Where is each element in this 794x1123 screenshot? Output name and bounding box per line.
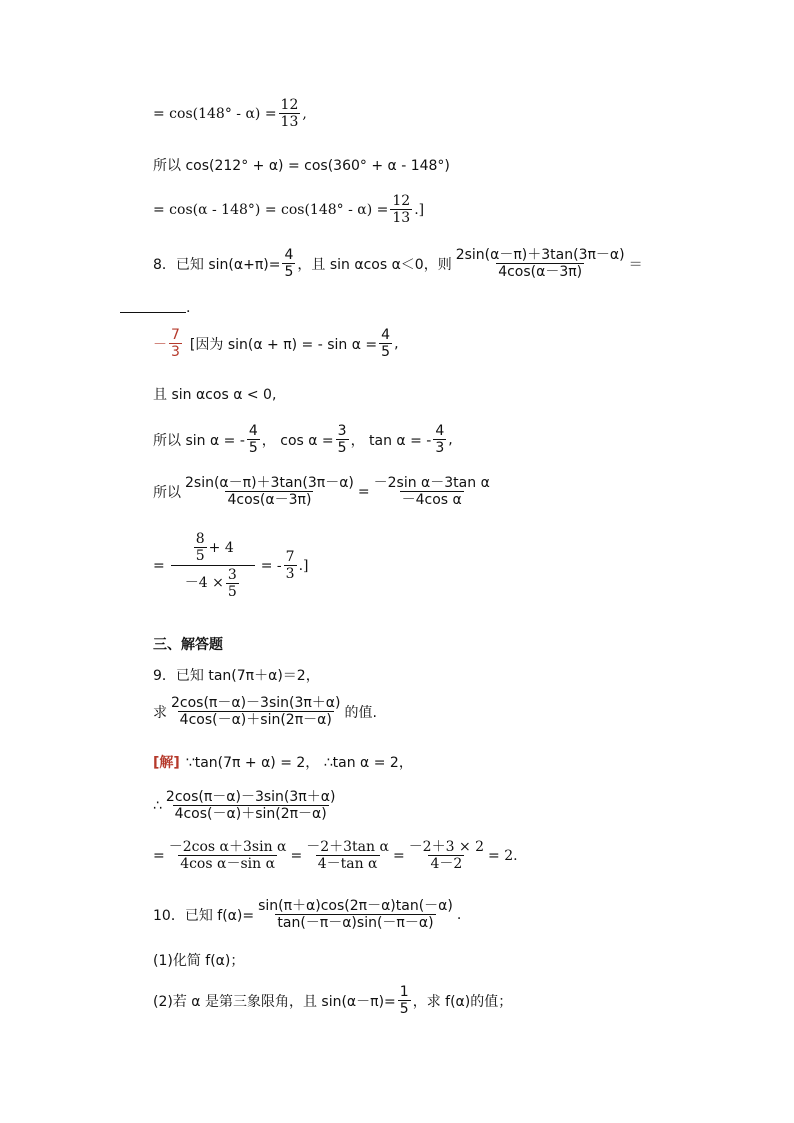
answer-blank	[120, 312, 186, 313]
question-text: 的值.	[344, 705, 377, 722]
line-therefore	[153, 790, 339, 823]
fraction	[304, 840, 391, 873]
line-cos148	[153, 98, 307, 131]
expr-text: = -	[260, 558, 282, 575]
numerator: 4	[248, 423, 258, 439]
compound-denominator	[171, 565, 255, 601]
question-10	[153, 899, 461, 932]
question-10-part-2	[153, 985, 512, 1018]
denominator: 4cos α－sin α	[180, 856, 276, 873]
numerator: 2cos(π－α)－3sin(3π＋α)	[165, 789, 336, 805]
expr-text: 所以 cos(212° + α) = cos(360° + α - 148°)	[153, 158, 450, 174]
equals-sign: =	[153, 558, 165, 575]
expr-text: 所以	[153, 485, 181, 502]
compound-fraction	[171, 532, 255, 601]
denominator: 5	[284, 264, 294, 281]
question-text: 求	[153, 705, 167, 722]
question-text: ，且 sin αcos α＜0，则	[297, 257, 452, 274]
denominator: tan(－π－α)sin(－π－α)	[277, 915, 434, 932]
line-substitution	[153, 476, 494, 509]
fraction	[164, 790, 338, 823]
denominator: 4cos(－α)＋sin(2π－α)	[179, 712, 332, 729]
question-text: .	[456, 907, 462, 924]
expr-text: = cos(α - 148°) = cos(148° - α) =	[153, 202, 389, 219]
denominator: 3	[171, 344, 180, 361]
fraction	[372, 476, 492, 509]
blank-period: .	[186, 300, 191, 316]
fraction	[226, 568, 239, 601]
question-8	[153, 248, 643, 281]
question-10-part-1	[153, 950, 244, 970]
denominator: 4cos(α－3π)	[227, 492, 312, 509]
numerator: －2＋3tan α	[306, 839, 389, 855]
expr-text: + 4	[208, 539, 234, 556]
expr-text: = cos(148° - α) =	[153, 106, 277, 123]
denominator: 3	[285, 566, 295, 583]
denominator: 5	[227, 584, 237, 601]
numerator: －2＋3 × 2	[408, 839, 485, 855]
expr-text: ,	[302, 106, 307, 123]
numerator: 7	[171, 327, 180, 343]
expr-text: = 2.	[488, 848, 518, 865]
denominator: 13	[392, 210, 411, 227]
line-compound-fraction	[153, 532, 309, 601]
fraction	[454, 248, 627, 281]
numerator: 2cos(π－α)－3sin(3π＋α)	[171, 695, 341, 711]
fraction	[336, 424, 349, 457]
expr-text: －4 ×	[184, 575, 224, 592]
fraction	[183, 476, 356, 509]
section-title: 三、解答题	[153, 637, 223, 653]
fraction	[390, 194, 412, 227]
denominator: 5	[248, 440, 258, 457]
line-cos212	[153, 155, 450, 175]
numerator: 1	[399, 984, 409, 1000]
expr-text: ,	[448, 432, 453, 449]
denominator: 5	[195, 548, 205, 565]
numerator: 3	[337, 423, 347, 439]
line-evaluate	[153, 840, 518, 873]
therefore-symbol: ∴	[153, 798, 162, 815]
numerator: －2sin α－3tan α	[373, 475, 490, 491]
fraction	[194, 532, 207, 565]
question-text: (2)若 α 是第三象限角，且 sin(α－π)=	[153, 994, 396, 1011]
question-text: (1)化简 f(α)；	[153, 953, 245, 969]
fraction	[247, 424, 260, 457]
expr-text: .]	[298, 558, 309, 575]
equals-sign: =	[392, 848, 405, 865]
expr-text: ,	[394, 336, 399, 353]
equals-sign: =	[153, 848, 165, 865]
compound-numerator	[190, 532, 236, 565]
fraction	[279, 98, 301, 131]
fraction	[407, 840, 486, 873]
question-text: 8．已知 sin(α+π)=	[153, 257, 281, 274]
numerator: sin(π＋α)cos(2π－α)tan(－α)	[258, 898, 453, 914]
fraction	[284, 550, 297, 583]
fraction	[167, 840, 289, 873]
denominator: 5	[399, 1001, 409, 1018]
numerator: 2sin(α－π)＋3tan(3π－α)	[455, 247, 625, 263]
denominator: 5	[381, 344, 391, 361]
expr-text: 且 sin αcos α < 0,	[153, 387, 277, 403]
denominator: 13	[280, 114, 299, 131]
answer-sign: －	[153, 337, 167, 354]
expr-text: .]	[414, 202, 425, 219]
line-result-12-13	[153, 194, 424, 227]
question-9-ask	[153, 696, 377, 729]
numerator: 2sin(α－π)＋3tan(3π－α)	[185, 475, 354, 491]
solution-line	[153, 752, 413, 772]
denominator: －4cos α	[401, 492, 462, 509]
fraction	[398, 985, 411, 1018]
numerator: 4	[284, 247, 294, 263]
numerator: 8	[195, 531, 205, 547]
equals-sign: =	[357, 484, 370, 501]
fraction	[379, 328, 392, 361]
solution-tag: [解]	[153, 755, 180, 771]
denominator: 4－2	[430, 856, 463, 873]
fraction	[282, 248, 295, 281]
expr-text: 所以 sin α = -	[153, 433, 245, 450]
answer-line	[153, 328, 399, 361]
expr-text: ∵tan(7π + α) = 2， ∴tan α = 2，	[185, 755, 413, 771]
denominator: 4cos(－α)＋sin(2π－α)	[174, 806, 327, 823]
line-values	[153, 424, 453, 457]
denominator: 3	[435, 440, 445, 457]
denominator: 4cos(α－3π)	[498, 264, 583, 281]
equals-sign: =	[290, 848, 303, 865]
denominator: 4－tan α	[317, 856, 378, 873]
numerator: 12	[280, 97, 299, 113]
expr-text: ， tan α = -	[350, 433, 432, 450]
fraction	[433, 424, 446, 457]
numerator: 12	[392, 193, 411, 209]
numerator: 7	[285, 548, 295, 565]
question-text: 9．已知 tan(7π＋α)＝2，	[153, 668, 320, 684]
numerator: 4	[381, 327, 391, 343]
question-9	[153, 665, 320, 685]
explanation-text: [因为 sin(α + π) = - sin α =	[189, 337, 378, 354]
question-text: ＝	[628, 257, 643, 274]
section-heading	[153, 634, 223, 654]
question-text: ，求 f(α)的值；	[412, 994, 513, 1011]
expr-text: ， cos α =	[261, 433, 334, 450]
fraction	[256, 899, 455, 932]
numerator: 3	[227, 566, 237, 583]
denominator: 5	[337, 440, 347, 457]
fraction	[169, 696, 343, 729]
line-sign-condition	[153, 384, 276, 404]
numerator: －2cos α＋3sin α	[168, 839, 287, 855]
answer-fraction	[169, 328, 182, 361]
question-text: 10．已知 f(α)=	[153, 908, 255, 925]
numerator: 4	[435, 423, 445, 439]
